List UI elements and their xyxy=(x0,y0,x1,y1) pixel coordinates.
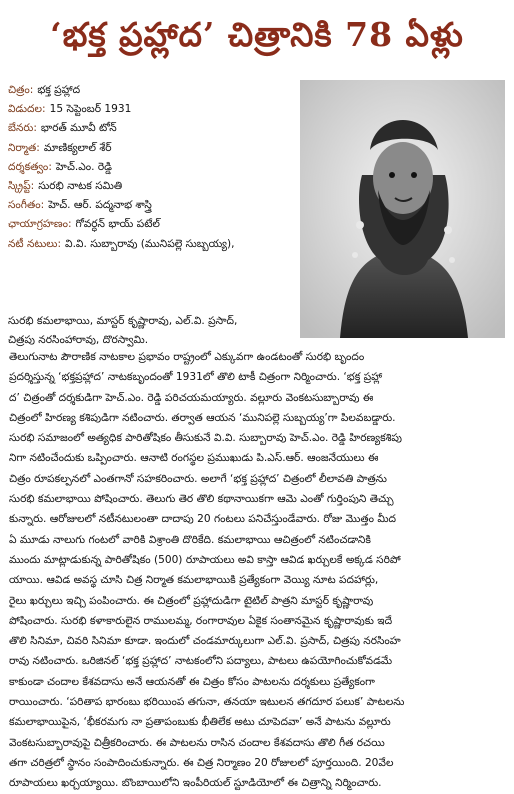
article-line: రావు నటించారు. ఒరిజినల్ ‘భక్త ప్రహ్లాద’ నాటకంలోని పద్యాలు, పాటలు ఉపయోగించుకోవడమే xyxy=(9,655,393,668)
credit-value: హెచ్. ఆర్. పద్మనాభ శాస్త్రి xyxy=(48,199,152,212)
article-line: రూపాయలు ఖర్చయ్యాయి. బొంబాయిలోని ఇంపీరియల్ స్టూడియోలో ఈ చిత్రాన్ని నిర్మించారు. xyxy=(9,777,382,790)
article-line: ప్రదర్శిస్తున్న ‘భక్తప్రహ్లాద’ నాటకబృందంతో 1931లో తొలి టాకీ చిత్రంగా నిర్మించారు. ‘భక్త ప్రహ్లా xyxy=(9,371,383,384)
credit-row-producer: నిర్మాత: మాణిక్యలాల్ శేర్ xyxy=(8,141,112,154)
article-line: ద’ చిత్రంతో దర్శకుడిగా హెచ్.ఎం. రెడ్డి పరిచయమయ్యారు. వల్లూరు వెంకటసుబ్బారావు ఈ xyxy=(9,391,374,404)
article-line: పోషించారు. సురభి కళాకారులైన రాములమ్మ, రంగారావుల ఏకైక సంతానమైన కృష్ణారావుకు ఇదే xyxy=(9,614,393,627)
article-line: కాకుండా చందాల కేశవదాసు అనే ఆయనతో ఈ చిత్రం కోసం పాటలను దర్శకులు ప్రత్యేకంగా xyxy=(9,675,375,688)
article-body xyxy=(9,347,507,794)
article-line: యాయి. ఆవిడ అవస్థ చూసి చిత్ర నిర్మాత కమలాభాయికి ప్రత్యేకంగా వెయ్యి నూట పదహార్లు, xyxy=(9,574,379,587)
credit-label: బేనరు xyxy=(8,122,34,135)
credit-label: నిర్మాత xyxy=(8,141,37,154)
credit-label: విడుదల xyxy=(8,103,43,116)
article-line: తెలుగునాట పౌరాణిక నాటకాల ప్రభావం రాష్ట్రంలో ఎక్కువగా ఉండటంతో సురభి బృందం xyxy=(9,351,365,363)
credit-value: 15 సెప్టెంబర్ 1931 xyxy=(49,103,132,116)
article-line: వెంకటసుబ్బారావుపై చిత్రీకరించారు. ఈ పాటలను రాసిన చందాల కేశవదాసు తొలి గీత రచయి xyxy=(9,736,385,749)
credit-row-director: దర్శకత్వం: హెచ్.ఎం. రెడ్డి xyxy=(8,160,113,173)
article-line: ముందు మాట్లాడుకున్న పారితోషికం (500) రూపాయలు అవి కాస్తా ఆవిడ ఖర్చులకే అక్కడ సరిపో xyxy=(9,553,401,566)
article-line: కున్నారు. ఆరోజులలో నటీనటులంతా దాదాపు 20 గంటలు పనిచేస్తుండేవారు. రోజు మొత్తం మీద xyxy=(9,513,397,526)
credit-value: గోవర్ధన్ భాయ్ పటేల్ xyxy=(75,218,160,231)
credit-label: స్క్రిప్ట్ xyxy=(8,180,31,193)
article-line: రైలు ఖర్చులు ఇచ్చి పంపించారు. ఈ చిత్రంలో ప్రహ్లాదుడిగా టైటిల్ పాత్రని మాస్టర్ కృష్ణారావు xyxy=(9,594,374,607)
credit-value: హెచ్.ఎం. రెడ్డి xyxy=(55,160,113,173)
article-line: సురభి కమలాభాయి పోషించారు. తెలుగు తెర తొలి కథానాయికగా ఆమె ఎంతో గుర్తింపుని తెచ్చు xyxy=(9,493,394,506)
credit-row-cast: నటీ నటులు: వి.వి. సుబ్బారావు (మునిపల్లె సుబ్బయ్య), xyxy=(8,237,235,250)
credits-block xyxy=(8,81,290,254)
credit-value: వి.వి. సుబ్బారావు (మునిపల్లె సుబ్బయ్య), xyxy=(65,237,235,250)
credit-value: భక్త ప్రహ్లాద xyxy=(37,84,81,96)
article-line: తొలి సినిమా, చివరి సినిమా కూడా. ఇందులో చండమార్కులుగా ఎల్.వి. ప్రసాద్, చిత్రపు నరసింహ xyxy=(9,635,401,648)
credit-label: దర్శకత్వం xyxy=(8,160,49,173)
article-line: నిగా నటించేందుకు ఒప్పించారు. ఆనాటి రంగస్థల ప్రముఖుడు పి.ఎస్.ఆర్. ఆంజనేయులు ఈ xyxy=(9,452,379,465)
article-line: రాయించారు. ‘పరితాప భారంబు భరియింప తగునా, తనయా ఇటులన తగదూర పలుక’ పాటలను xyxy=(9,696,405,709)
credit-label: నటీ నటులు xyxy=(8,237,58,250)
article-line: కమలాభాయిపైన, ‘భీకరమగు నా ప్రతాపంబుకు భీతిలేక అటు చూపెదవా’ అనే పాటను వల్లూరు xyxy=(9,716,391,729)
actor-portrait-image xyxy=(300,80,505,338)
credit-row-script: స్క్రిప్ట్: సురభి నాటక సమితి xyxy=(8,180,123,193)
credit-row-film: చిత్రం: భక్త ప్రహ్లాద xyxy=(8,84,81,96)
credit-row-camera: ఛాయాగ్రహణం: గోవర్ధన్ భాయ్ పటేల్ xyxy=(8,218,160,231)
article-line: చిత్రం రూపకల్పనలో ఎంతగానో సహకరించారు. అలాగే ‘భక్త ప్రహ్లాద’ చిత్రంలో లీలావతి పాత్రను xyxy=(9,472,387,485)
film-still-photo xyxy=(300,80,505,338)
cast-line: చిత్రపు నరసింహారావు, దొరస్వామి. xyxy=(8,334,149,347)
article-line: తగా చరిత్రలో స్థానం సంపాదించుకున్నారు. ఈ చిత్ర నిర్మాణం 20 రోజులలో పూర్తయింది. 20వేల xyxy=(9,756,394,769)
credit-value: భారత్ మూవీ టోన్ xyxy=(40,122,117,135)
cast-line: సురభి కమలాభాయి, మాస్టర్ కృష్ణారావు, ఎల్.వి. ప్రసాద్, xyxy=(8,315,238,327)
cast-continuation xyxy=(8,312,290,350)
credit-label: చిత్రం xyxy=(8,84,30,96)
credit-value: మాణిక్యలాల్ శేర్ xyxy=(43,141,112,154)
article-line: సురభి సమాజంలో అత్యధిక పారితోషికం తీసుకునే వి.వి. సుబ్బారావు హెచ్.ఎం. రెడ్డి హిరణ్యకశిపు xyxy=(9,432,403,445)
headline: ‘భక్త ప్రహ్లాద’ చిత్రానికి 78 ఏళ్లు xyxy=(50,15,464,54)
credit-row-music: సంగీతం: హెచ్. ఆర్. పద్మనాభ శాస్త్రి xyxy=(8,199,152,212)
credit-row-banner: బేనరు: భారత్ మూవీ టోన్ xyxy=(8,122,117,135)
credit-label: ఛాయాగ్రహణం xyxy=(8,218,68,231)
credit-row-release: విడుదల: 15 సెప్టెంబర్ 1931 xyxy=(8,103,132,116)
article-line: ఏ మూడు నాలుగు గంటలో వారికి విశ్రాంతి దొరికేది. కమలాభాయి ఆచిత్రంలో నటించడానికి xyxy=(9,533,371,546)
credit-label: సంగీతం xyxy=(8,199,41,212)
credit-value: సురభి నాటక సమితి xyxy=(38,180,123,193)
article-line: చిత్రంలో హిరణ్య కశిపుడిగా నటించారు. తర్వాత ఆయన ‘మునిపల్లె సుబ్బయ్య’గా పిలవబడ్డారు. xyxy=(9,411,396,424)
